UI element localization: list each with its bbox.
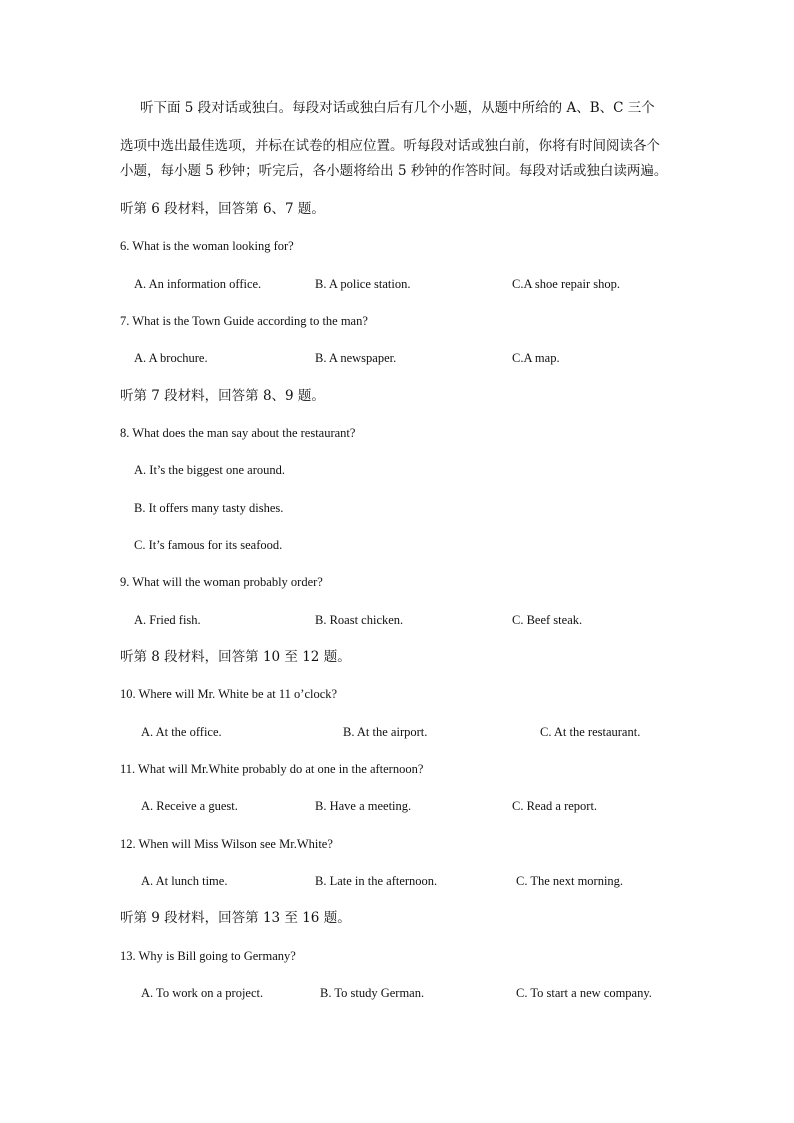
question-10-option-a: A. At the office. [141,725,222,739]
question-7: 7. What is the Town Guide according to the man? [120,314,368,328]
question-7-option-c: C.A map. [512,351,560,365]
question-8-option-c: C. It’s famous for its seafood. [134,538,283,552]
question-8-option-b: B. It offers many tasty dishes. [134,501,284,515]
question-12-option-c: C. The next morning. [516,874,624,888]
question-9-option-a: A. Fried fish. [134,613,201,627]
question-10-option-b: B. At the airport. [343,725,428,739]
question-10: 10. Where will Mr. White be at 11 o’clock? [120,687,338,701]
section-heading-6: 听第 6 段材料，回答第 6、7 题。 [120,201,325,217]
question-13-option-b: B. To study German. [320,986,425,1000]
intro-line-1: 听下面 5 段对话或独白。每段对话或独白后有几个小题，从题中所给的 A、B、C 三个 [140,100,655,116]
question-9-option-c: C. Beef steak. [512,613,583,627]
section-heading-8: 听第 8 段材料，回答第 10 至 12 题。 [120,649,351,665]
question-12: 12. When will Miss Wilson see Mr.White? [120,837,333,851]
intro-line-2: 选项中选出最佳选项，并标在试卷的相应位置。听每段对话或独白前，你将有时间阅读各个 [120,138,660,154]
question-11-option-c: C. Read a report. [512,799,598,813]
question-8: 8. What does the man say about the restaurant? [120,426,356,440]
question-7-option-b: B. A newspaper. [315,351,397,365]
question-9-option-b: B. Roast chicken. [315,613,404,627]
section-heading-9: 听第 9 段材料，回答第 13 至 16 题。 [120,910,351,926]
question-8-option-a: A. It’s the biggest one around. [134,463,286,477]
question-6-option-a: A. An information office. [134,277,262,291]
question-11-option-b: B. Have a meeting. [315,799,412,813]
question-13-option-a: A. To work on a project. [141,986,264,1000]
question-13-option-c: C. To start a new company. [516,986,652,1000]
question-6: 6. What is the woman looking for? [120,239,294,253]
question-13: 13. Why is Bill going to Germany? [120,949,296,963]
question-11: 11. What will Mr.White probably do at one in the afternoon? [120,762,424,776]
question-6-option-c: C.A shoe repair shop. [512,277,620,291]
question-6-option-b: B. A police station. [315,277,411,291]
intro-line-3: 小题，每小题 5 秒钟；听完后，各小题将给出 5 秒钟的作答时间。每段对话或独白读两遍。 [120,163,668,179]
question-12-option-b: B. Late in the afternoon. [315,874,438,888]
question-10-option-c: C. At the restaurant. [540,725,641,739]
question-9: 9. What will the woman probably order? [120,575,323,589]
question-7-option-a: A. A brochure. [134,351,208,365]
question-11-option-a: A. Receive a guest. [141,799,238,813]
section-heading-7: 听第 7 段材料，回答第 8、9 题。 [120,388,325,404]
question-12-option-a: A. At lunch time. [141,874,228,888]
